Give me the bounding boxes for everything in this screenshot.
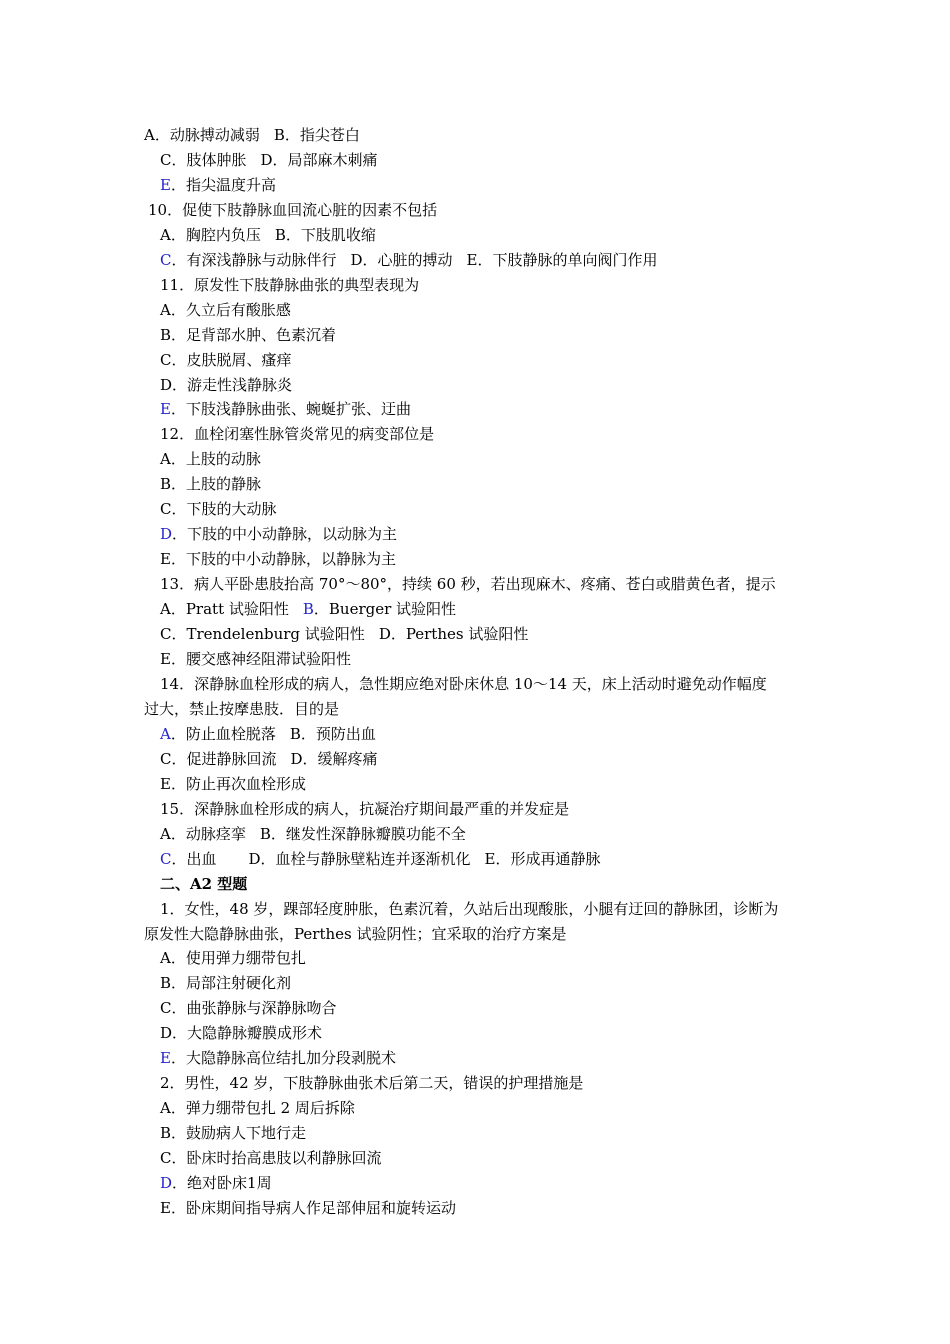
q12-option-a: A．上肢的动脉 — [160, 450, 261, 469]
q15-option-b: B．继发性深静脉瓣膜功能不全 — [259, 824, 466, 843]
q10-option-c: ．有深浅静脉与动脉伴行 — [171, 250, 337, 269]
q12-option-c: C．下肢的大动脉 — [160, 500, 277, 519]
a2q2-option-d: D．绝对卧床1周 — [160, 1174, 272, 1193]
answer-letter: E — [160, 400, 171, 419]
q9-option-d: D．局部麻木刺痛 — [260, 150, 378, 169]
q14-option-e: E．防止再次血栓形成 — [160, 774, 306, 793]
q15-option-c: ．出血 — [171, 849, 217, 868]
q15-options-row1 — [144, 822, 814, 847]
q13-stem: 13．病人平卧患肢抬高 70°～80°，持续 60 秒，若出现麻木、疼痛、苍白或腊黄色者，提示 — [160, 575, 776, 594]
q13-option-a: A．Pratt 试验阳性 — [160, 600, 289, 619]
q13-option-b: ．Buerger 试验阳性 — [313, 600, 457, 619]
q15-option-e: E．形成再通静脉 — [484, 849, 601, 868]
a2q2-option-c: C．卧床时抬高患肢以利静脉回流 — [160, 1149, 382, 1168]
q14-stem-line2: 过大，禁止按摩患肢．目的是 — [144, 699, 340, 718]
a2q1-option-a: A．使用弹力绷带包扎 — [160, 949, 306, 968]
q13-option-c: C．Trendelenburg 试验阳性 — [160, 625, 365, 644]
question-content — [144, 123, 814, 1221]
q10-options-row2 — [144, 248, 814, 273]
a2q2-stem: 2．男性，42 岁，下肢静脉曲张术后第二天，错误的护理措施是 — [160, 1074, 584, 1093]
q14-option-d: D．缓解疼痛 — [290, 749, 378, 768]
answer-letter: D — [160, 1174, 173, 1193]
q15-option-a: A．动脉痉挛 — [160, 824, 246, 843]
a2q2-option-a: A．弹力绷带包扎 2 周后拆除 — [160, 1099, 355, 1118]
answer-letter: E — [160, 1049, 171, 1068]
q9-options-row1 — [144, 123, 814, 148]
q11-option-c: C．皮肤脱屑、瘙痒 — [160, 350, 292, 369]
answer-letter: A — [160, 724, 171, 743]
q9-option-e: E．指尖温度升高 — [160, 175, 276, 194]
q13-option-e: E．腰交感神经阻滞试验阳性 — [160, 650, 351, 669]
q9-option-c: C．肢体肿胀 — [160, 150, 247, 169]
q14-option-b: B．预防出血 — [289, 724, 376, 743]
q11-stem: 11．原发性下肢静脉曲张的典型表现为 — [160, 275, 420, 294]
a2q1-option-d: D．大隐静脉瓣膜成形术 — [160, 1024, 323, 1043]
answer-letter: D — [160, 525, 173, 544]
answer-letter: B — [302, 600, 314, 619]
q12-stem: 12．血栓闭塞性脉管炎常见的病变部位是 — [160, 425, 435, 444]
q15-option-d: D．血栓与静脉壁粘连并逐渐机化 — [248, 849, 471, 868]
q11-option-d: D．游走性浅静脉炎 — [160, 375, 293, 394]
a2q1-option-c: C．曲张静脉与深静脉吻合 — [160, 999, 337, 1018]
q10-option-e: E．下肢静脉的单向阀门作用 — [466, 250, 658, 269]
q12-option-d: D．下肢的中小动静脉，以动脉为主 — [160, 525, 398, 544]
q10-options-row1 — [144, 223, 814, 248]
q11-option-a: A．久立后有酸胀感 — [160, 300, 291, 319]
q13-option-d: D．Perthes 试验阳性 — [378, 625, 529, 644]
q9-options-row2 — [144, 148, 814, 173]
a2q1-option-e: E．大隐静脉高位结扎加分段剥脱术 — [160, 1049, 396, 1068]
answer-letter: C — [160, 849, 172, 868]
a2q1-option-b: B．局部注射硬化剂 — [160, 974, 292, 993]
q14-option-c: C．促进静脉回流 — [160, 749, 277, 768]
q13-options-row2 — [144, 622, 814, 647]
q10-option-b: B．下肢肌收缩 — [274, 225, 376, 244]
answer-letter: E — [160, 175, 171, 194]
q12-option-e: E．下肢的中小动静脉，以静脉为主 — [160, 550, 396, 569]
a2q2-option-b: B．鼓励病人下地行走 — [160, 1124, 307, 1143]
q14-stem-line1: 14．深静脉血栓形成的病人，急性期应绝对卧床休息 10～14 天，床上活动时避免动作幅度 — [160, 674, 767, 693]
q9-option-a: A．动脉搏动减弱 — [144, 126, 260, 144]
section-heading: 二、A2 型题 — [160, 874, 248, 893]
q14-options-row1 — [144, 722, 814, 747]
q11-option-e: E．下肢浅静脉曲张、蜿蜒扩张、迂曲 — [160, 400, 411, 419]
q10-option-d: D．心脏的搏动 — [350, 250, 453, 269]
q14-options-row2 — [144, 747, 814, 772]
a2q1-stem-line2: 原发性大隐静脉曲张，Perthes 试验阴性；宜采取的治疗方案是 — [144, 924, 567, 943]
q9-option-b: B．指尖苍白 — [273, 126, 360, 144]
q13-options-row1 — [144, 597, 814, 622]
q15-options-row2 — [144, 847, 814, 872]
q11-option-b: B．足背部水肿、色素沉着 — [160, 325, 337, 344]
q14-option-a: ．防止血栓脱落 — [170, 724, 276, 743]
answer-letter: C — [160, 250, 172, 269]
a2q2-option-e: E．卧床期间指导病人作足部伸屈和旋转运动 — [160, 1198, 456, 1217]
q15-stem: 15．深静脉血栓形成的病人，抗凝治疗期间最严重的并发症是 — [160, 799, 570, 818]
q10-stem: 10．促使下肢静脉血回流心脏的因素不包括 — [148, 200, 438, 219]
q10-option-a: A．胸腔内负压 — [160, 225, 261, 244]
a2q1-stem-line1: 1．女性，48 岁，踝部轻度肿胀，色素沉着，久站后出现酸胀，小腿有迂回的静脉团，诊断为 — [160, 899, 779, 918]
q12-option-b: B．上肢的静脉 — [160, 475, 262, 494]
